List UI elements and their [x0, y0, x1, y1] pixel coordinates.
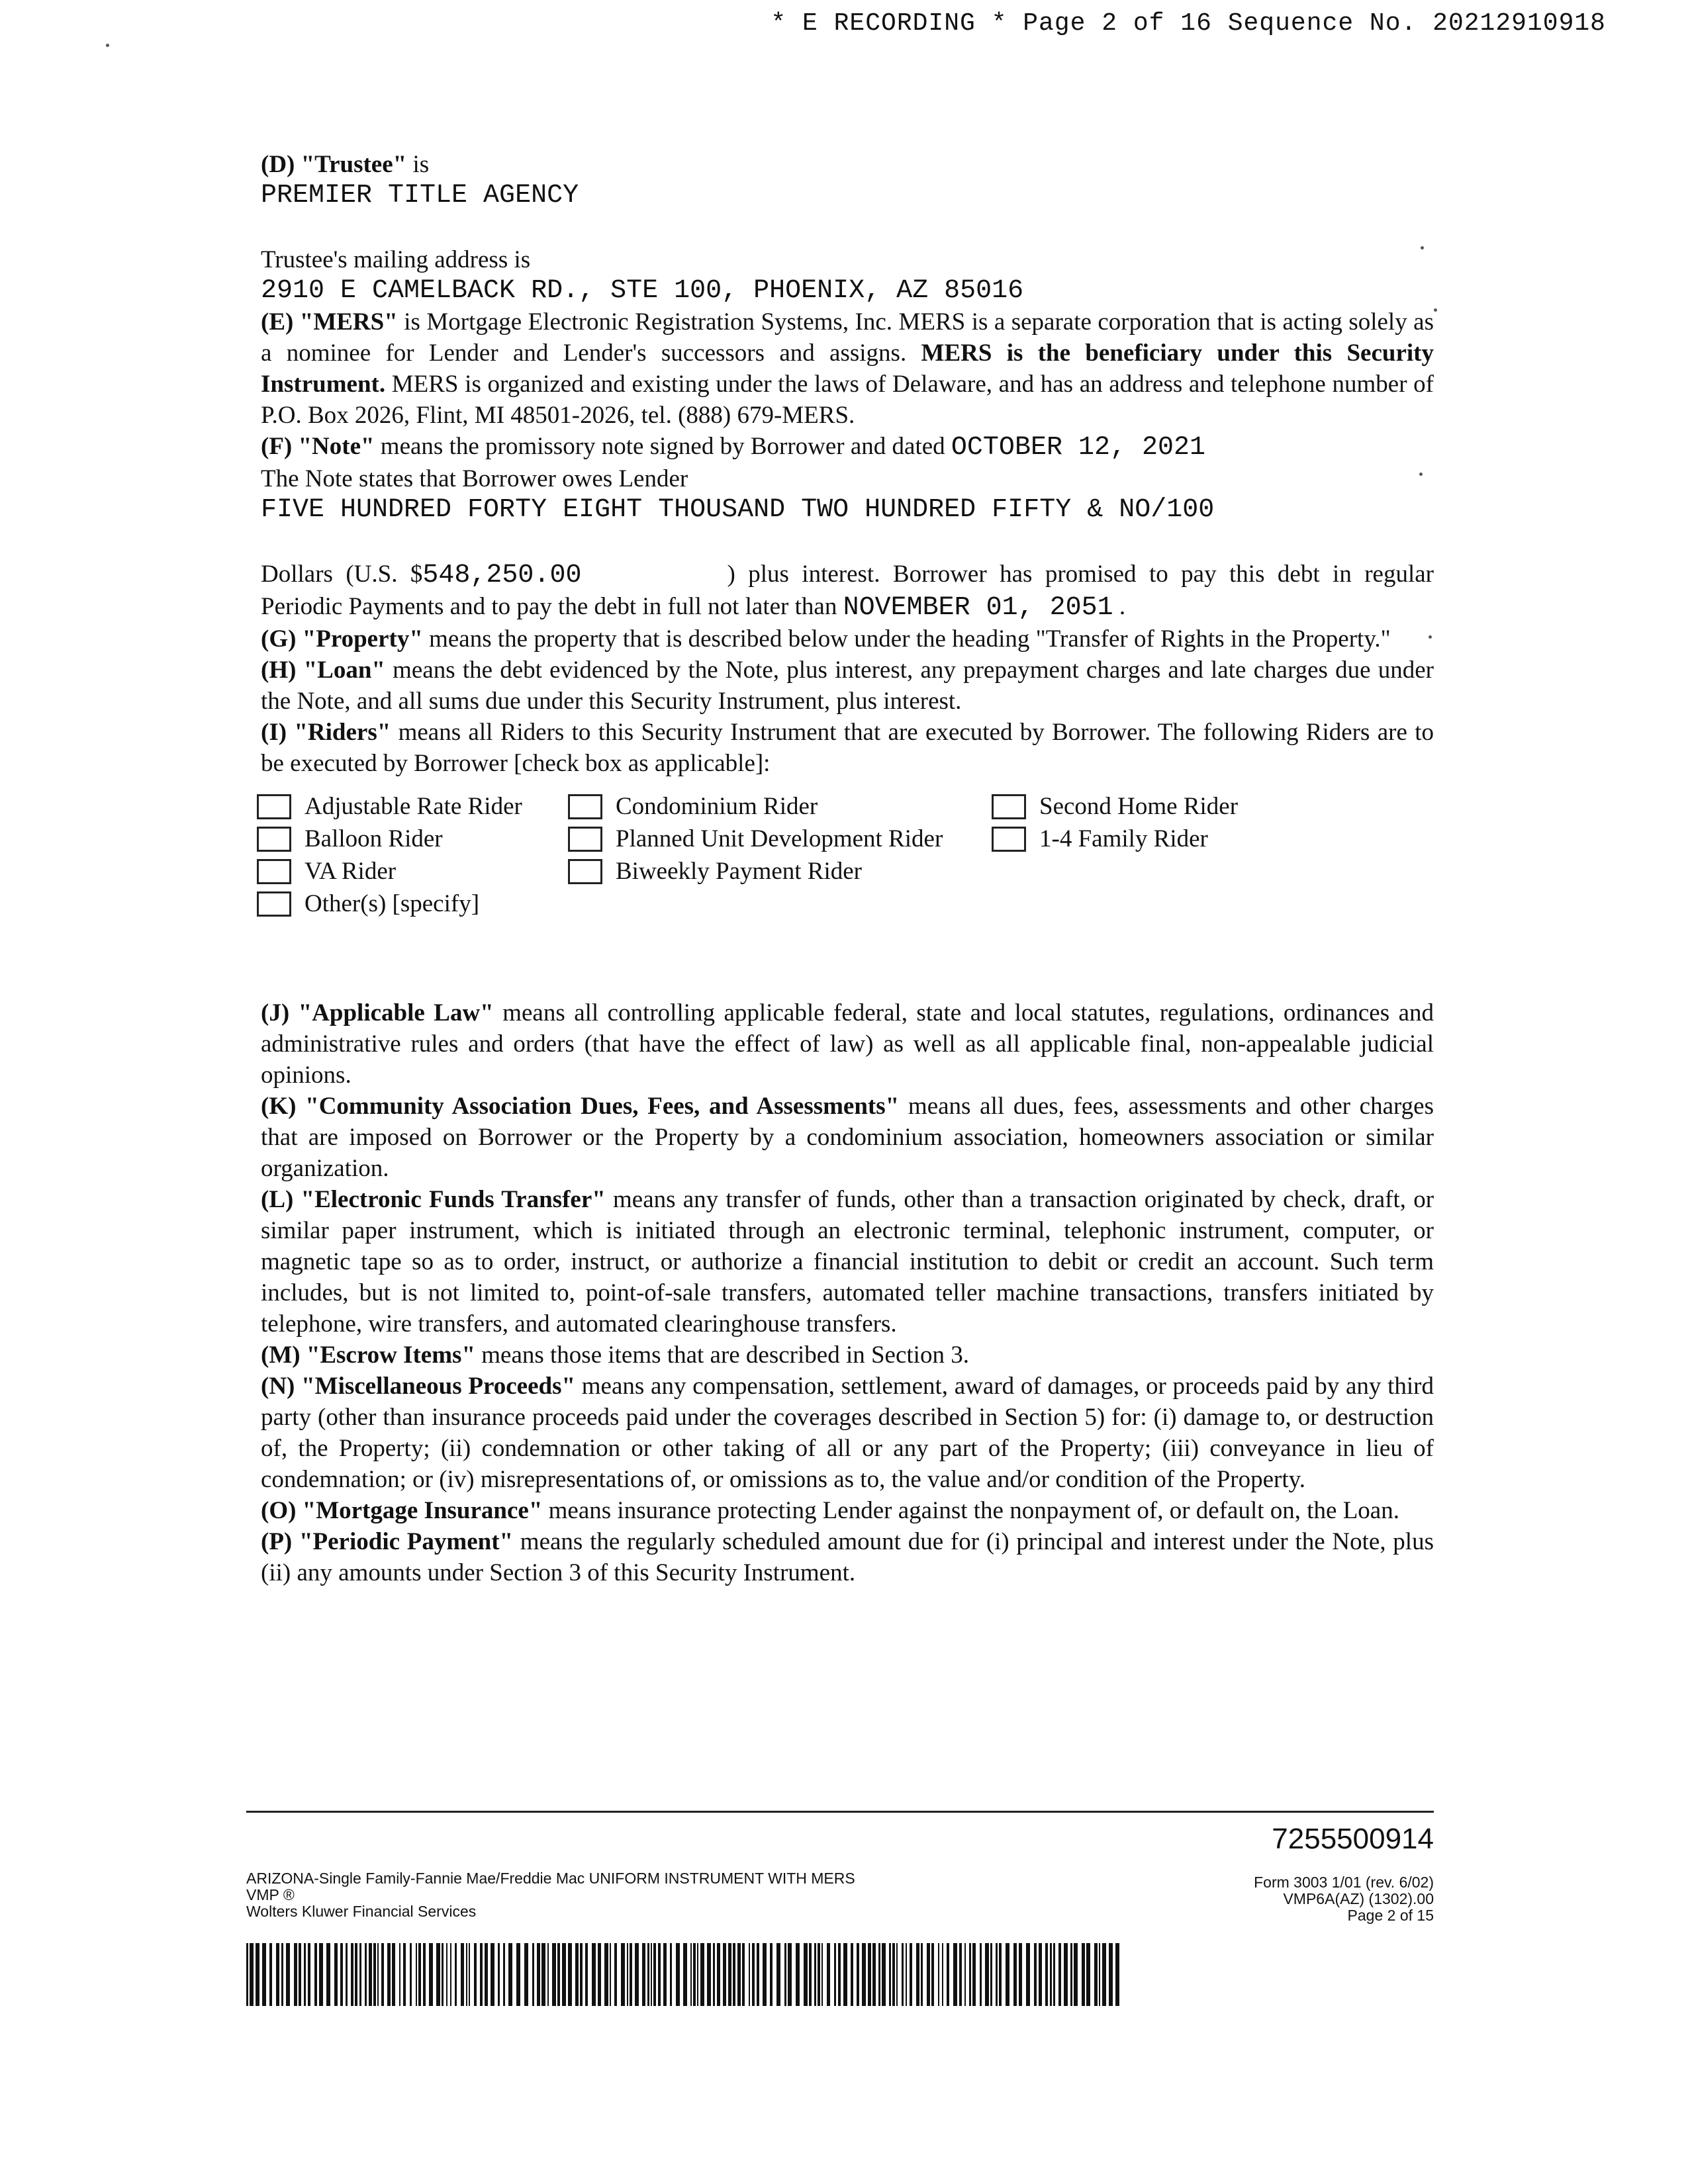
publisher: Wolters Kluwer Financial Services — [246, 1903, 477, 1920]
definition-periodic-payment: (P) "Periodic Payment" means the regularly scheduled amount due for (i) principal and interest under the Note, plus (ii) any amounts under Section 3 of this Security Instrument. — [261, 1528, 1434, 1586]
checkbox[interactable] — [568, 859, 602, 884]
scan-speck — [106, 44, 109, 47]
checkbox[interactable] — [992, 827, 1026, 852]
note-maturity-date: NOVEMBER 01, 2051 — [843, 593, 1113, 623]
checkbox[interactable] — [257, 794, 291, 819]
rider-condominium[interactable]: Condominium Rider — [568, 791, 992, 822]
checkbox[interactable] — [257, 859, 291, 884]
checkbox[interactable] — [257, 891, 291, 917]
vmp-mark: VMP ® — [246, 1886, 295, 1903]
trustee-name: PREMIER TITLE AGENCY — [261, 181, 579, 210]
recording-header: * E RECORDING * Page 2 of 16 Sequence No. 20212910918 — [771, 9, 1606, 38]
form-title-block — [246, 1870, 855, 1920]
loan-number: 7255500914 — [1272, 1823, 1434, 1855]
definition-electronic-funds-transfer: (L) "Electronic Funds Transfer" means any transfer of funds, other than a transaction originated by check, draft, or similar paper instrument, which is initiated through an electronic terminal, telephonic instrument, computer, or magnetic tape so as to order, instruct, or authorize a financial institution to debit or credit an account. Such term includes, but is not limited to, point-of-sale transfers, automated teller machine transactions, transfers initiated by telephone, wire transfers, and automated clearinghouse transfers. — [261, 1186, 1434, 1338]
note-amount: 548,250.00 — [422, 561, 582, 590]
note-date: OCTOBER 12, 2021 — [951, 433, 1205, 463]
loan-definition: (H) "Loan" means the debt evidenced by the Note, plus interest, any prepayment charges and late charges due under the Note, and all sums due under this Security Instrument, plus interest. — [261, 657, 1434, 715]
property-definition: (G) "Property" means the property that is described below under the heading "Transfer of Rights in the Property." — [261, 625, 1391, 653]
definition-community-association-dues: (K) "Community Association Dues, Fees, and Assessments" means all dues, fees, assessments and other charges that are imposed on Borrower or the Property by a condominium association, homeowners association or similar organization. — [261, 1093, 1434, 1182]
definition-mortgage-insurance: (O) "Mortgage Insurance" means insurance protecting Lender against the nonpayment of, or default on, the Loan. — [261, 1497, 1399, 1524]
form-footer — [246, 1811, 1434, 1924]
rider-1-4-family[interactable]: 1-4 Family Rider — [992, 823, 1362, 854]
riders-definition: (I) "Riders" means all Riders to this Security Instrument that are executed by Borrower. The following Riders are to be executed by Borrower [check box as applicable]: — [261, 719, 1434, 777]
form-title: ARIZONA-Single Family-Fannie Mae/Freddie Mac UNIFORM INSTRUMENT WITH MERS — [246, 1870, 855, 1887]
note-definition: (F) "Note" means the promissory note signed by Borrower and dated OCTOBER 12, 2021 — [261, 433, 1205, 463]
note-amount-words: FIVE HUNDRED FORTY EIGHT THOUSAND TWO HUNDRED FIFTY & NO/100 — [261, 495, 1215, 525]
rider-biweekly-payment[interactable]: Biweekly Payment Rider — [568, 856, 992, 887]
footer-rule — [246, 1811, 1434, 1813]
form-info-block — [1254, 1874, 1434, 1924]
definition-miscellaneous-proceeds: (N) "Miscellaneous Proceeds" means any compensation, settlement, award of damages, or proceeds paid by any third party (other than insurance proceeds paid under the coverages described in Section 5) for: (i) damage to, or destruction of, the Property; (ii) condemnation or other taking of all or any part of the Property; (iii) conveyance in lieu of condemnation; or (iv) misrepresentations of, or omissions as to, the value and/or condition of the Property. — [261, 1373, 1434, 1493]
checkbox[interactable] — [568, 794, 602, 819]
rider-others[interactable]: Other(s) [specify] — [257, 888, 568, 919]
scan-speck — [1434, 308, 1437, 312]
trustee-mailing-label: Trustee's mailing address is — [261, 246, 531, 273]
definition-escrow-items: (M) "Escrow Items" means those items that are described in Section 3. — [261, 1342, 969, 1369]
mers-definition: (E) "MERS" is Mortgage Electronic Registration Systems, Inc. MERS is a separate corporation that is acting solely as a nominee for Lender and Lender's successors and assigns. MERS is the beneficiary under this Security Instrument. MERS is organized and existing under the laws of Delaware, and has an address and telephone number of P.O. Box 2026, Flint, MI 48501-2026, tel. (888) 679-MERS. — [261, 308, 1434, 429]
page-number: Page 2 of 15 — [1347, 1907, 1434, 1924]
document-body — [261, 149, 1434, 1588]
rider-adjustable-rate[interactable]: Adjustable Rate Rider — [257, 791, 568, 822]
note-dollars: Dollars (U.S. $548,250.00 ) plus interest. Borrower has promised to pay this debt in regular Periodic Payments and to pay the debt in full not later than NOVEMBER 01, 2051 . — [261, 561, 1434, 623]
definition-applicable-law: (J) "Applicable Law" means all controlling applicable federal, state and local statutes, regulations, ordinances and administrative rules and orders (that have the effect of law) as well as all applicable final, non-appealable judicial opinions. — [261, 999, 1434, 1089]
rider-balloon[interactable]: Balloon Rider — [257, 823, 568, 854]
rider-planned-unit-development[interactable]: Planned Unit Development Rider — [568, 823, 992, 854]
checkbox[interactable] — [568, 827, 602, 852]
checkbox[interactable] — [257, 827, 291, 852]
riders-checklist — [257, 791, 1434, 919]
rider-second-home[interactable]: Second Home Rider — [992, 791, 1362, 822]
form-code: VMP6A(AZ) (1302).00 — [1283, 1890, 1434, 1907]
form-number: Form 3003 1/01 (rev. 6/02) — [1254, 1874, 1434, 1891]
rider-va[interactable]: VA Rider — [257, 856, 568, 887]
trustee-heading: (D) "Trustee" is — [261, 151, 430, 178]
barcode-image — [246, 1943, 1123, 2006]
note-owes-text: The Note states that Borrower owes Lender — [261, 465, 688, 492]
trustee-address: 2910 E CAMELBACK RD., STE 100, PHOENIX, AZ 85016 — [261, 276, 1024, 306]
checkbox[interactable] — [992, 794, 1026, 819]
